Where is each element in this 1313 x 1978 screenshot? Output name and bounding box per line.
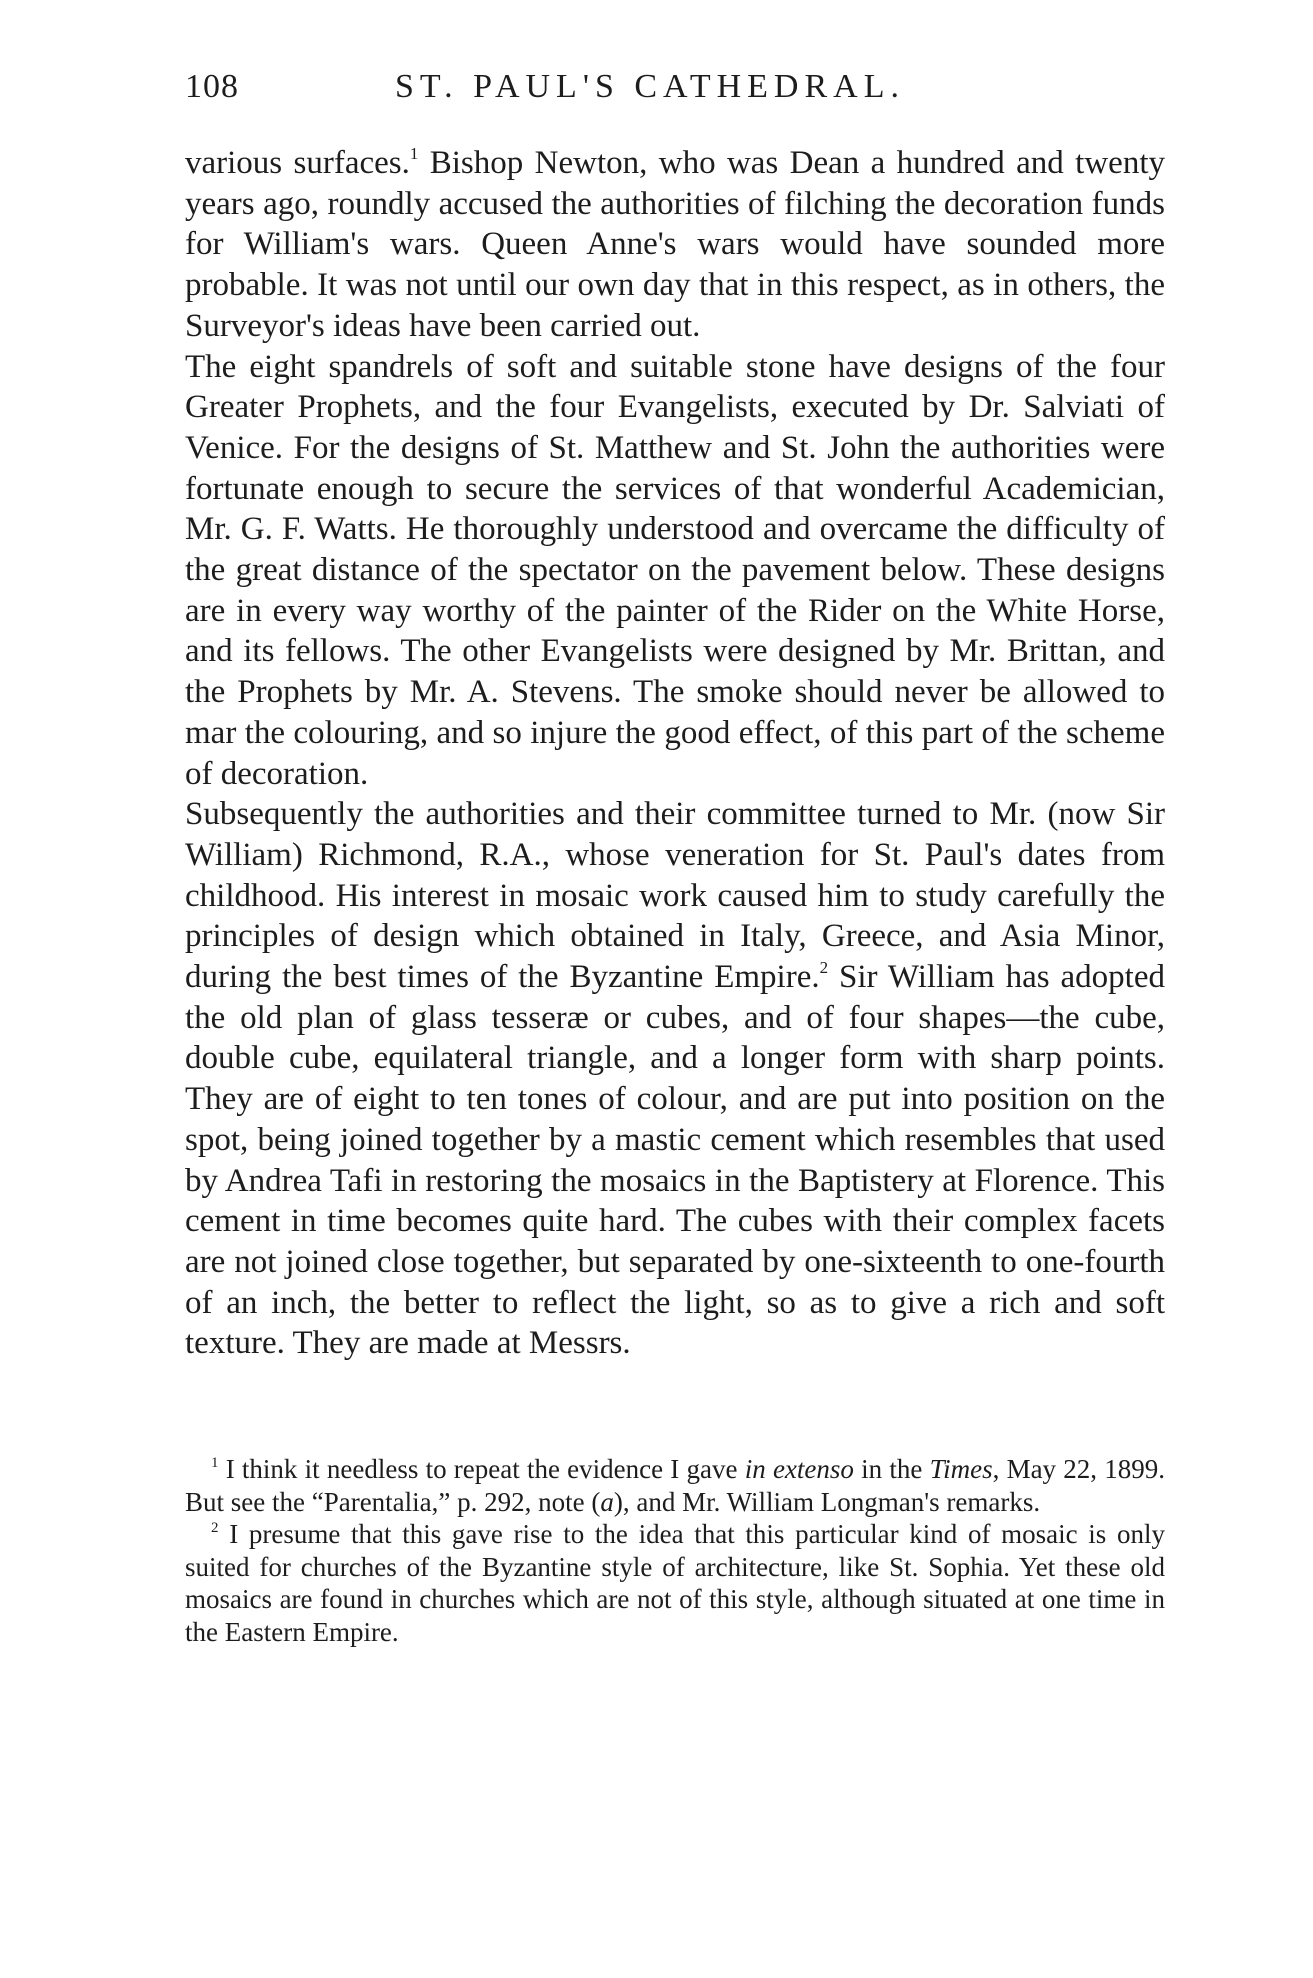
paragraph-3-text-b: Sir William has adopted the old plan of glass tesseræ or cubes, and of four shapes—the cube, double cube, equilateral triangle, and a longer form with sharp points. They are of eight to ten tones of colour, and are put into position on the spot, being joined together by a mastic cement which resembles that used by Andrea Tafi in restoring the mosaics in the Baptistery at Florence. This cement in time becomes quite hard. The cubes with their complex facets are not joined close together, but separated by one-sixteenth to one-fourth of an inch, the better to reflect the light, so as to give a rich and soft texture. They are made at Messrs. <box>185 959 1165 1362</box>
footnote-2-text: I presume that this gave rise to the idea that this particular kind of mosaic is only suited for churches of the Byzantine style of architecture, like St. Sophia. Yet these old mosaics are found in churches which are not of this style, although situated at one time in the Eastern Empire. <box>185 1519 1165 1647</box>
footnote-ref-1: 1 <box>409 144 419 163</box>
paragraph-1-text-b: Bishop Newton, who was Dean a hundred and twenty years ago, roundly accused the authorities of filching the decoration funds for William's wars. Queen Anne's wars would have sounded more probable. It was not until our own day that in this respect, as in others, the Surveyor's ideas have been carried out. <box>185 145 1165 344</box>
body-text <box>185 143 1165 1364</box>
footnote-1 <box>185 1453 1165 1518</box>
footnotes <box>185 1453 1165 1649</box>
footnote-1-italic-a: in extenso <box>744 1454 854 1484</box>
paragraph-1 <box>185 143 1165 347</box>
footnote-1-italic-c: a <box>600 1486 614 1517</box>
paragraph-3-text-a: Subsequently the authorities and their committee turned to Mr. (now Sir William) Richmond, R.A., whose veneration for St. Paul's dates from childhood. His interest in mosaic work caused him to study carefully the principles of design which obtained in Italy, Greece, and Asia Minor, during the best times of the Byzantine Empire. <box>185 796 1165 996</box>
footnote-2 <box>185 1518 1165 1648</box>
paragraph-1-text-a: various surfaces. <box>185 145 410 181</box>
paragraph-3 <box>185 794 1165 1364</box>
footnote-1-text-c: , May 22, 1899. But see the “Parentalia,” p. 292, note ( <box>185 1454 1165 1517</box>
paragraph-2-text: The eight spandrels of soft and suitable stone have designs of the four Greater Prophets, and the four Evangelists, executed by Dr. Salviati of Venice. For the designs of St. Matthew and St. John the authorities were fortunate enough to secure the services of that wonderful Academician, Mr. G. F. Watts. He thoroughly understood and overcame the difficulty of the great distance of the spectator on the pavement below. These designs are in every way worthy of the painter of the Rider on the White Horse, and its fellows. The other Evangelists were designed by Mr. Brittan, and the Prophets by Mr. A. Stevens. The smoke should never be allowed to mar the colouring, and so injure the good effect, of this part of the scheme of decoration. <box>185 348 1165 792</box>
footnote-1-marker: 1 <box>211 1455 219 1471</box>
page-number: 108 <box>185 68 239 105</box>
footnote-1-text-d: ), and Mr. William Longman's remarks. <box>613 1486 1041 1517</box>
running-head: ST. PAUL'S CATHEDRAL. <box>395 68 905 105</box>
page-header <box>185 68 1165 114</box>
footnote-2-marker: 2 <box>211 1520 219 1537</box>
paragraph-2 <box>185 347 1165 795</box>
footnote-1-text-b: in the <box>853 1454 930 1484</box>
footnote-1-italic-b: Times <box>929 1454 993 1484</box>
footnote-1-text-a: I think it needless to repeat the evidence I gave <box>218 1454 745 1484</box>
footnote-ref-2: 2 <box>819 958 829 978</box>
